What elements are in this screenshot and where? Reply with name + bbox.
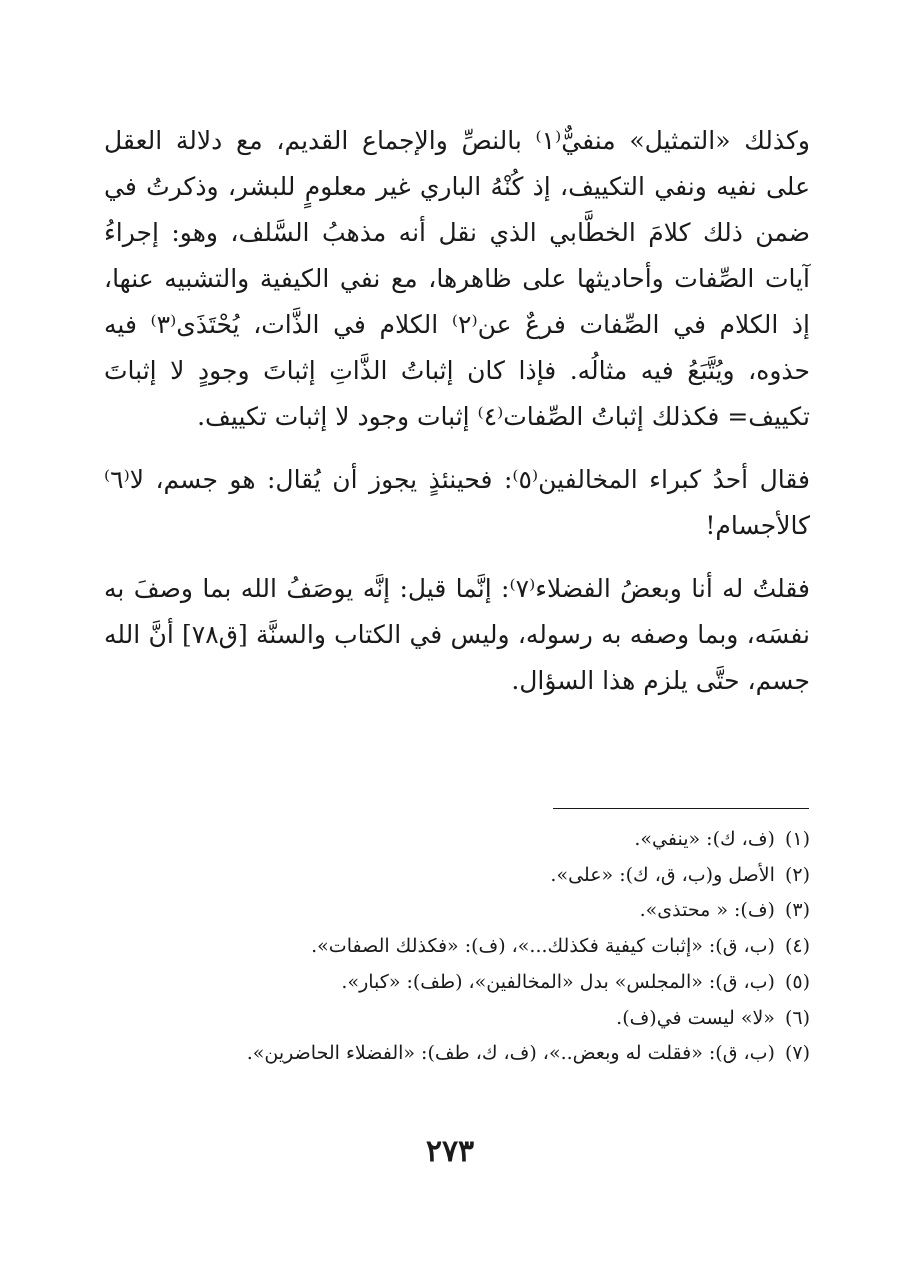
paragraph-2: فقال أحدُ كبراء المخالفين⁽٥⁾: فحينئذٍ يجوز أن يُقال: هو جسم، لا⁽٦⁾ كالأجسام! <box>104 465 810 540</box>
main-text <box>104 118 810 721</box>
footnote-number: (٦) <box>784 1006 810 1029</box>
footnote-number: (٥) <box>784 970 810 993</box>
footnote-1 <box>104 822 810 858</box>
footnote-text: «لا» ليست في(ف). <box>616 1006 775 1029</box>
footnote-5 <box>104 965 810 1001</box>
footnote-text: (ب، ق): «إثبات كيفية فكذلك...»، (ف): «فكذلك الصفات». <box>311 935 775 958</box>
footnote-number: (١) <box>784 828 810 850</box>
footnote-number: (٢) <box>784 863 810 886</box>
paragraph-1: وكذلك «التمثيل» منفيٌّ⁽١⁾ بالنصِّ والإجماع القديم، مع دلالة العقل على نفيه ونفي التكييف، إذ كُنْهُ الباري غير معلومٍ للبشر، وذكرتُ في ضمن ذلك كلامَ الخطَّابي الذي نقل أنه مذهبُ السَّلف، وهو: إجراءُ آيات الصِّفات وأحاديثها على ظاهرها، مع نفي الكيفية والتشبيه عنها، إذ الكلام في الصِّفات فرعٌ عن⁽٢⁾ الكلام في الذَّات، يُحْتَذَى⁽٣⁾ فيه حذوه، ويُتَّبَعُ فيه مثالُه. فإذا كان إثباتُ الذَّاتِ إثباتَ وجودٍ لا إثباتَ تكييف= فكذلك إثباتُ الصِّفات⁽٤⁾ إثبات وجود لا إثبات تكييف. <box>104 126 810 431</box>
footnote-4 <box>104 929 810 965</box>
footnote-6 <box>104 1001 810 1037</box>
footnote-3 <box>104 893 810 929</box>
footnote-separator <box>553 808 809 809</box>
paragraph-3: فقلتُ له أنا وبعضُ الفضلاء⁽٧⁾: إنَّما قيل: إنَّه يوصَفُ الله بما وصفَ به نفسَه، وبما وصفه به رسوله، وليس في الكتاب والسنَّة [ق٧٨] أنَّ الله جسم، حتَّى يلزم هذا السؤال. <box>104 574 811 695</box>
footnote-text: (ب، ق): «المجلس» بدل «المخالفين»، (طف): «كبار». <box>341 970 775 993</box>
footnote-number: (٣) <box>784 899 810 922</box>
footnote-2 <box>104 858 810 894</box>
footnote-number: (٤) <box>784 935 810 958</box>
footnote-text: الأصل و(ب، ق، ك): «على». <box>550 863 775 886</box>
footnote-text: (ف، ك): «ينفي». <box>634 828 775 850</box>
footnote-number: (٧) <box>784 1042 810 1065</box>
footnote-text: (ب، ق): «فقلت له وبعض..»، (ف، ك، طف): «الفضلاء الحاضرين». <box>246 1042 775 1065</box>
footnote-7 <box>104 1036 810 1072</box>
footnote-text: (ف): « محتذى». <box>639 899 775 922</box>
footnotes <box>104 822 810 1072</box>
page-number: ٢٧٣ <box>425 1134 475 1169</box>
